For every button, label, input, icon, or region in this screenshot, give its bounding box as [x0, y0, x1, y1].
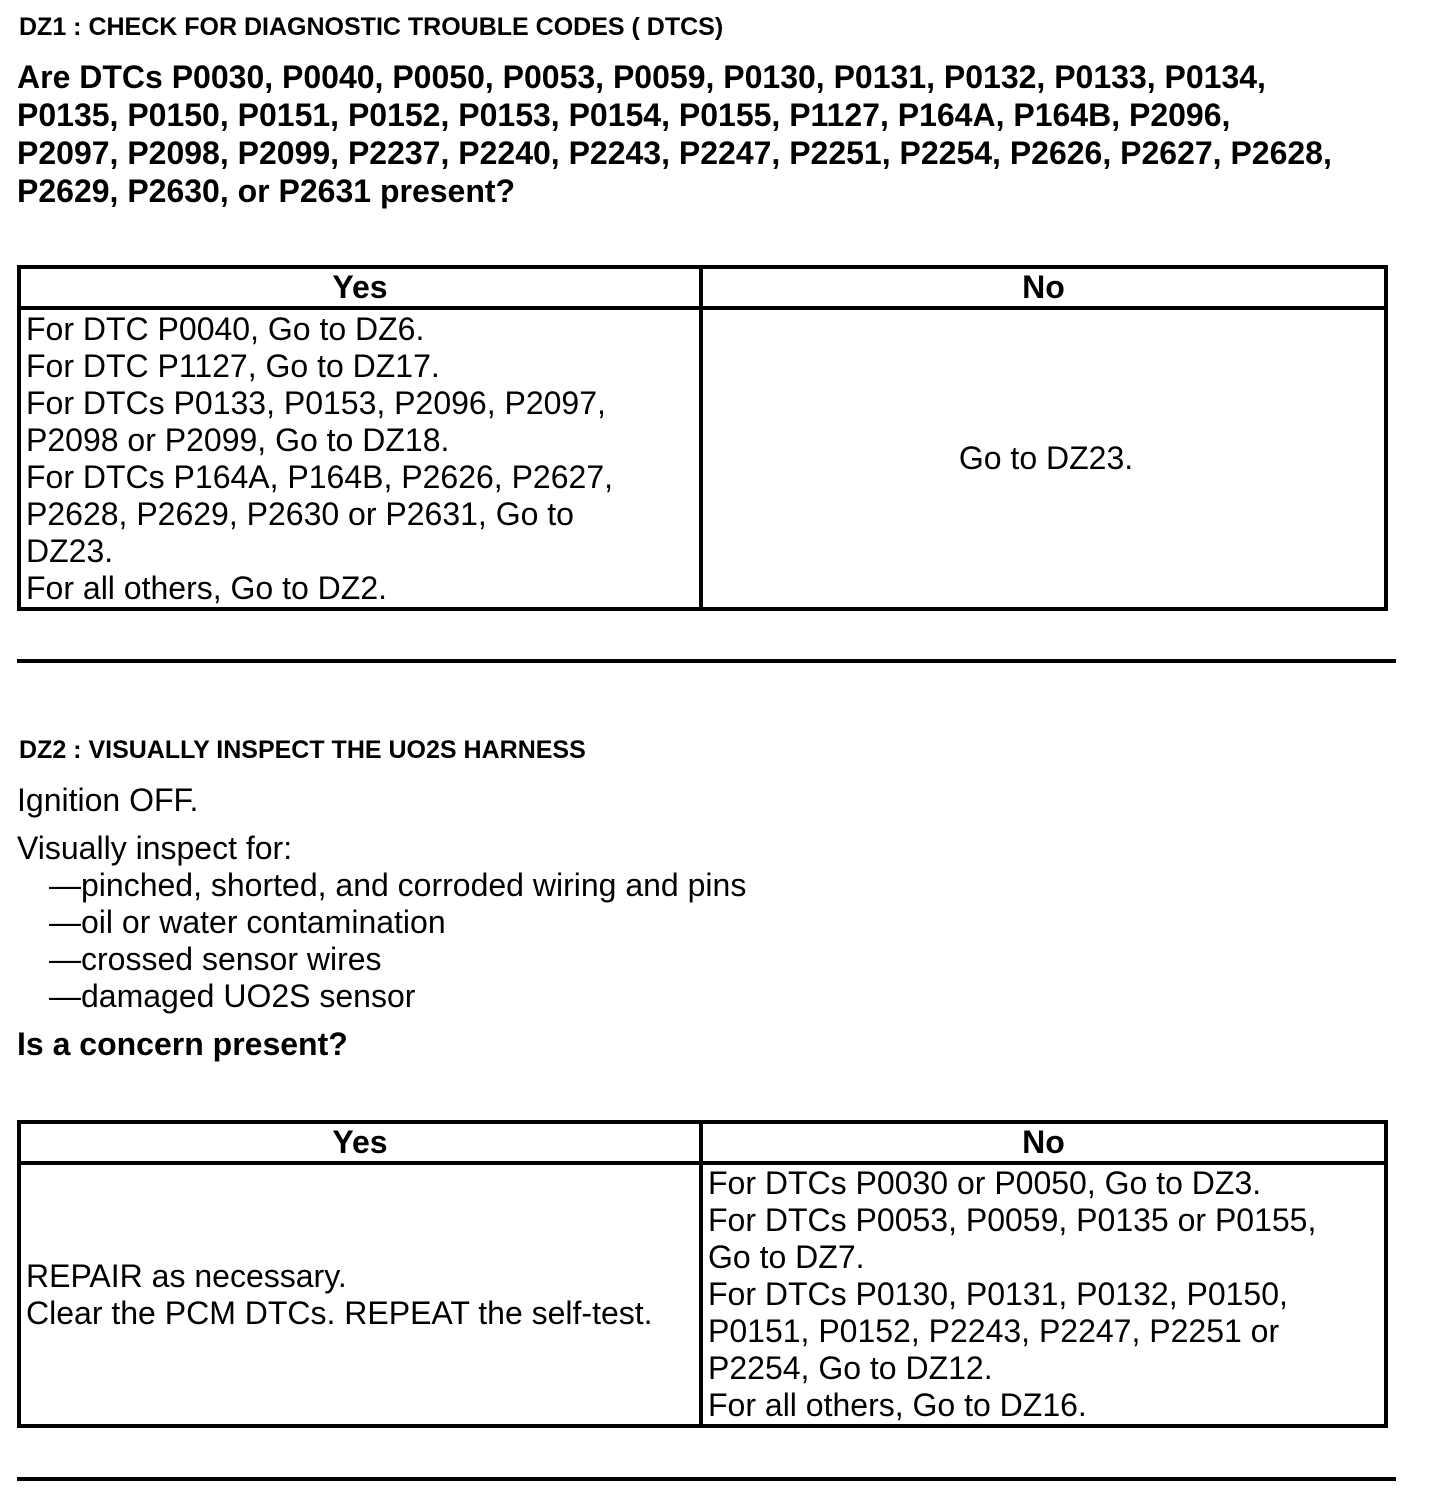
dz2-no-line: For DTCs P0130, P0131, P0132, P0150,	[708, 1276, 1288, 1312]
dz1-question-line: P2629, P2630, or P2631 present?	[17, 173, 516, 209]
dz1-yes-line: For DTCs P0133, P0153, P2096, P2097,	[26, 384, 606, 421]
dz1-yes-line: P2628, P2629, P2630 or P2631, Go to	[26, 495, 574, 532]
dz1-yes-line: For DTC P0040, Go to DZ6.	[26, 310, 425, 347]
dz2-no-line: For DTCs P0030 or P0050, Go to DZ3.	[708, 1165, 1262, 1201]
dz1-step-title: DZ1 : CHECK FOR DIAGNOSTIC TROUBLE CODES ( DTCS)	[19, 13, 724, 41]
dz2-question: Is a concern present?	[17, 1026, 348, 1062]
dz2-no-line: For all others, Go to DZ16.	[708, 1387, 1087, 1423]
dz1-no-header: No	[701, 267, 1386, 308]
dz2-no-line: P0151, P0152, P2243, P2247, P2251 or	[708, 1313, 1280, 1349]
dz2-yes-line: REPAIR as necessary.	[26, 1257, 347, 1294]
dz2-no-line: For DTCs P0053, P0059, P0135 or P0155,	[708, 1202, 1317, 1238]
dz2-inspect-item: —oil or water contamination	[49, 904, 446, 940]
dz1-yes-header: Yes	[19, 267, 701, 308]
dz2-no-line: P2254, Go to DZ12.	[708, 1350, 993, 1386]
dz2-no-header: No	[701, 1122, 1386, 1163]
dz2-inspect-intro: Visually inspect for:	[17, 830, 293, 866]
dz2-inspect-item: —pinched, shorted, and corroded wiring and pins	[49, 867, 747, 903]
section-divider	[17, 659, 1396, 663]
dz2-no-cell	[701, 1163, 1386, 1426]
dz2-no-line: Go to DZ7.	[708, 1239, 865, 1275]
dz1-yes-line: P2098 or P2099, Go to DZ18.	[26, 421, 450, 458]
dz2-ignition-text: Ignition OFF.	[17, 782, 199, 818]
section-divider	[17, 1477, 1396, 1481]
dz1-question-line: P0135, P0150, P0151, P0152, P0153, P0154, P0155, P1127, P164A, P164B, P2096,	[17, 97, 1231, 133]
dz2-yes-line: Clear the PCM DTCs. REPEAT the self-test.	[26, 1294, 653, 1331]
dz1-no-cell: Go to DZ23.	[701, 308, 1386, 609]
dz2-inspect-item: —damaged UO2S sensor	[49, 978, 416, 1014]
dz2-inspect-item: —crossed sensor wires	[49, 941, 382, 977]
dz1-yes-line: For all others, Go to DZ2.	[26, 569, 388, 606]
dz1-question-line: P2097, P2098, P2099, P2237, P2240, P2243, P2247, P2251, P2254, P2626, P2627, P2628,	[17, 135, 1332, 171]
dz1-yes-cell	[19, 308, 701, 609]
dz1-yes-line: For DTCs P164A, P164B, P2626, P2627,	[26, 458, 613, 495]
dz1-question-line: Are DTCs P0030, P0040, P0050, P0053, P0059, P0130, P0131, P0132, P0133, P0134,	[17, 59, 1266, 95]
dz1-question	[17, 58, 1427, 210]
dz1-yes-line: DZ23.	[26, 532, 114, 569]
dz2-inspect-block	[17, 830, 746, 1015]
dz2-step-title: DZ2 : VISUALLY INSPECT THE UO2S HARNESS	[19, 736, 586, 764]
dz2-yes-no-table	[17, 1120, 1388, 1428]
dz2-yes-cell	[19, 1163, 701, 1426]
dz2-yes-header: Yes	[19, 1122, 701, 1163]
dz1-yes-no-table	[17, 265, 1388, 611]
dz1-yes-line: For DTC P1127, Go to DZ17.	[26, 347, 440, 384]
